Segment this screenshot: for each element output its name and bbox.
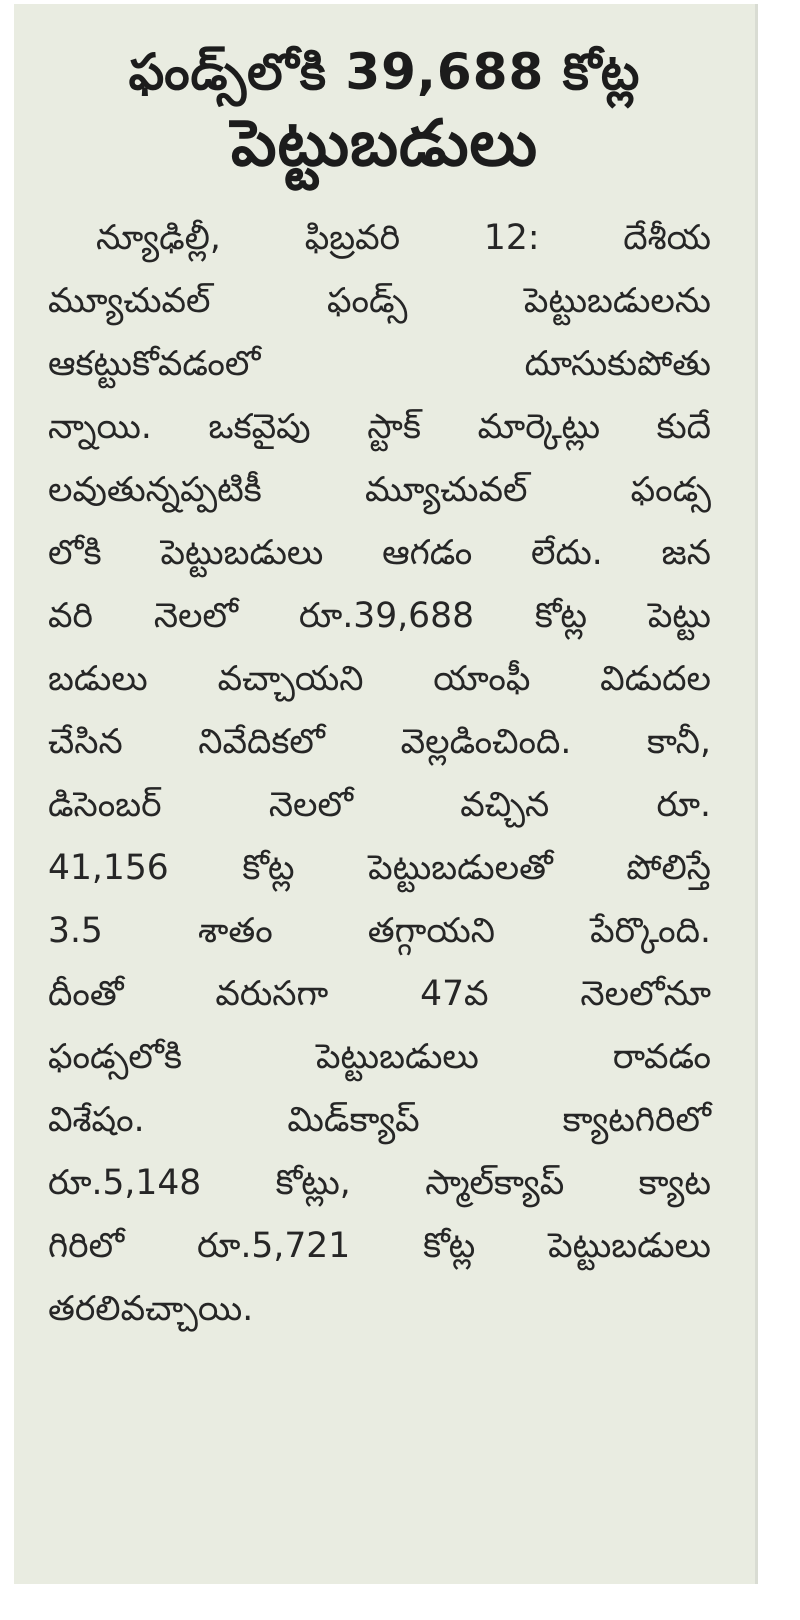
article-line: న్నాయి. ఒకవైపు స్టాక్ మార్కెట్లు కుదే <box>48 407 711 448</box>
article-line: మ్యూచువల్ ఫండ్స్ పెట్టుబడులను <box>48 281 711 322</box>
article-line: చేసిన నివేదికలో వెల్లడించింది. కానీ, <box>48 722 711 763</box>
article-body <box>48 207 711 1341</box>
article-line: 41,156 కోట్ల పెట్టుబడులతో పోలిస్తే <box>48 848 711 889</box>
article-line: ఫండ్సలోకి పెట్టుబడులు రావడం <box>48 1037 711 1078</box>
article-line: న్యూఢిల్లీ, ఫిబ్రవరి 12: దేశీయ <box>96 218 711 259</box>
article-line: తరలివచ్చాయి. <box>48 1289 254 1330</box>
article-line: డిసెంబర్ నెలలో వచ్చిన రూ. <box>48 785 711 826</box>
newspaper-clipping <box>14 4 755 1584</box>
article-line: లవుతున్నప్పటికీ మ్యూచువల్ ఫండ్స <box>48 470 711 511</box>
article-line: గిరిలో రూ.5,721 కోట్ల పెట్టుబడులు <box>48 1226 711 1267</box>
article-line: బడులు వచ్చాయని యాంఫీ విడుదల <box>48 659 711 700</box>
article-line: లోకి పెట్టుబడులు ఆగడం లేదు. జన <box>48 533 711 574</box>
article-line: రూ.5,148 కోట్లు, స్మాల్‌క్యాప్ క్యాట <box>48 1163 711 1204</box>
article-line: వరి నెలలో రూ.39,688 కోట్ల పెట్టు <box>48 596 711 637</box>
headline-line-2: పెట్టుబడులు <box>230 107 539 181</box>
article-headline <box>14 4 755 183</box>
article-line: దీంతో వరుసగా 47వ నెలలోనూ <box>48 974 711 1015</box>
article-line: విశేషం. మిడ్‌క్యాప్ క్యాటగిరిలో <box>48 1100 711 1141</box>
article-line: ఆకట్టుకోవడంలో దూసుకుపోతు <box>48 344 711 385</box>
article-line: 3.5 శాతం తగ్గాయని పేర్కొంది. <box>48 911 711 952</box>
clipping-edge-shadow <box>755 4 758 1584</box>
headline-line-1: ఫండ్స్‌లోకి 39,688 కోట్ల <box>128 43 641 101</box>
